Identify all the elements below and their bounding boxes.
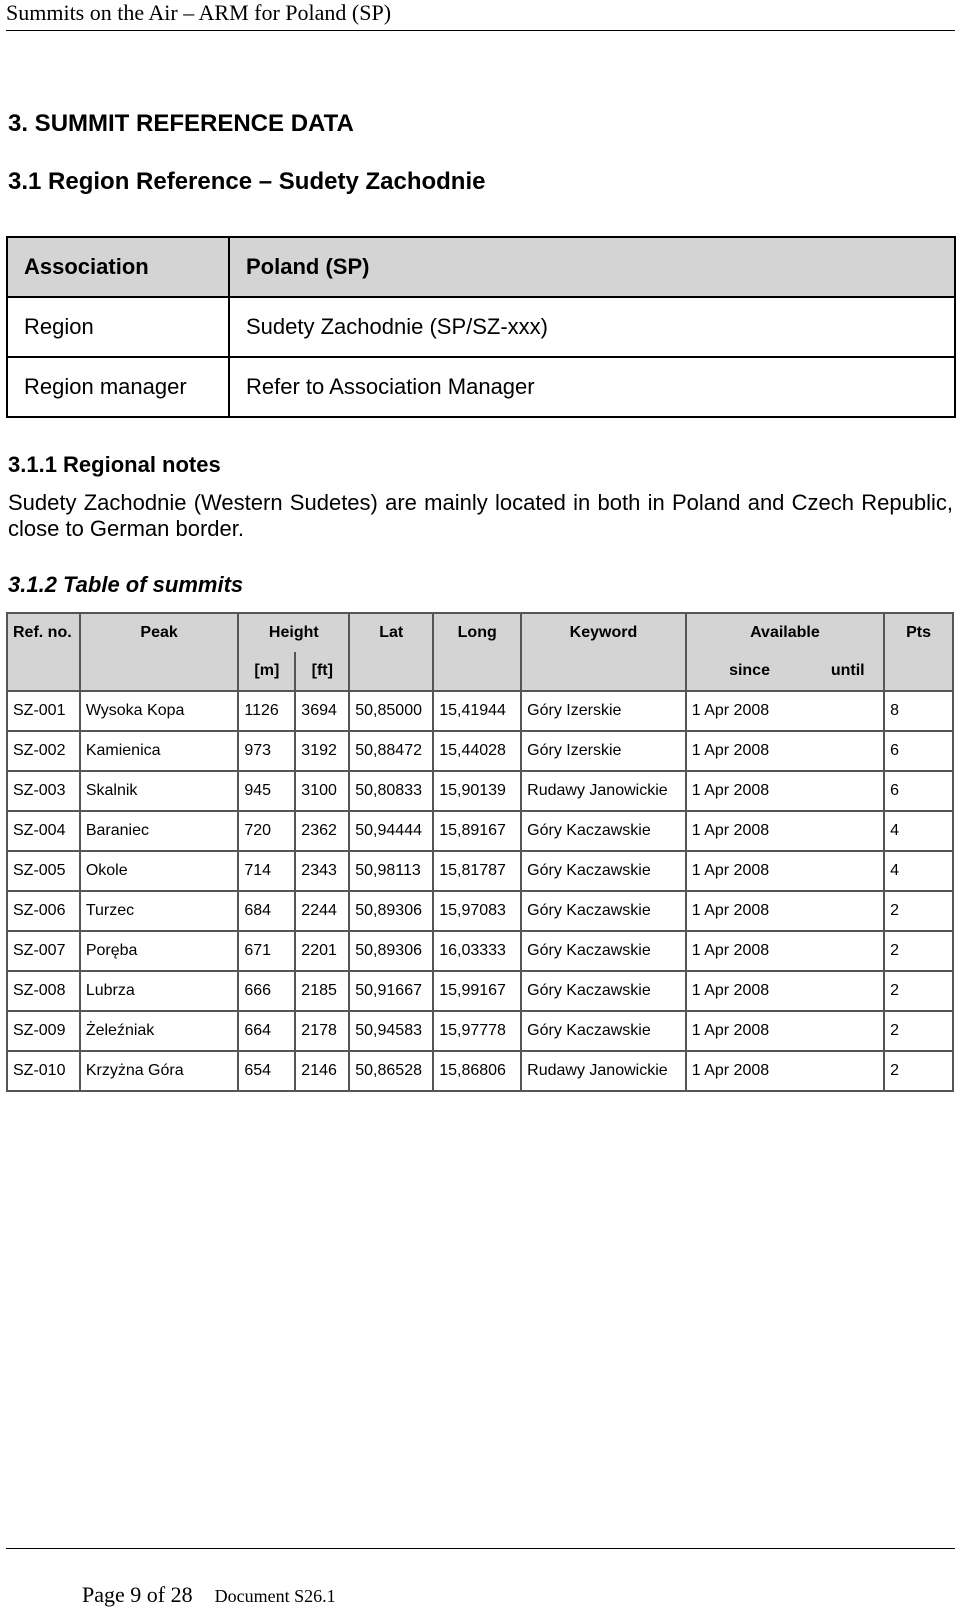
cell-ref: SZ-005 (7, 851, 80, 891)
cell-pts: 8 (884, 691, 953, 731)
col-header-pts: Pts (884, 613, 953, 652)
cell-height-ft: 2146 (295, 1051, 349, 1091)
cell-since: 1 Apr 2008 (686, 971, 813, 1011)
subheader-keyword-empty (521, 652, 686, 691)
summits-header-row (7, 613, 953, 652)
section-subtitle: 3.1 Region Reference – Sudety Zachodnie (8, 168, 486, 195)
cell-long: 15,99167 (433, 971, 521, 1011)
table-row (7, 731, 953, 771)
cell-lat: 50,89306 (349, 931, 433, 971)
table-row (7, 931, 953, 971)
page-footer (82, 1582, 336, 1608)
cell-pts: 2 (884, 1011, 953, 1051)
cell-height-ft: 3100 (295, 771, 349, 811)
cell-until (812, 1051, 884, 1091)
cell-keyword: Góry Izerskie (521, 731, 686, 771)
subheader-since: since (686, 652, 813, 691)
table-row (7, 1051, 953, 1091)
cell-pts: 2 (884, 971, 953, 1011)
col-header-available: Available (686, 613, 884, 652)
cell-peak: Lubrza (80, 971, 239, 1011)
cell-ref: SZ-001 (7, 691, 80, 731)
cell-pts: 6 (884, 771, 953, 811)
regional-notes-heading: 3.1.1 Regional notes (8, 452, 221, 477)
cell-long: 15,81787 (433, 851, 521, 891)
cell-height-ft: 3192 (295, 731, 349, 771)
region-manager-value: Refer to Association Manager (229, 357, 955, 417)
col-header-height: Height (238, 613, 349, 652)
cell-height-m: 714 (238, 851, 295, 891)
cell-until (812, 931, 884, 971)
subheader-until: until (812, 652, 884, 691)
cell-pts: 4 (884, 851, 953, 891)
cell-lat: 50,94583 (349, 1011, 433, 1051)
cell-since: 1 Apr 2008 (686, 731, 813, 771)
cell-peak: Turzec (80, 891, 239, 931)
region-label: Region (7, 297, 229, 357)
cell-ref: SZ-006 (7, 891, 80, 931)
table-row (7, 691, 953, 731)
regional-notes-text: Sudety Zachodnie (Western Sudetes) are mainly located in both in Poland and Czech Republic, close to German border. (8, 490, 953, 541)
cell-lat: 50,98113 (349, 851, 433, 891)
document-id: Document S26.1 (214, 1586, 336, 1606)
cell-keyword: Rudawy Janowickie (521, 771, 686, 811)
col-header-keyword: Keyword (521, 613, 686, 652)
cell-ref: SZ-007 (7, 931, 80, 971)
cell-pts: 6 (884, 731, 953, 771)
cell-keyword: Rudawy Janowickie (521, 1051, 686, 1091)
cell-since: 1 Apr 2008 (686, 811, 813, 851)
footer-divider (6, 1548, 955, 1549)
cell-long: 15,90139 (433, 771, 521, 811)
cell-ref: SZ-009 (7, 1011, 80, 1051)
subheader-m: [m] (238, 652, 295, 691)
info-table-row (7, 297, 955, 357)
table-row (7, 891, 953, 931)
col-header-lat: Lat (349, 613, 433, 652)
cell-lat: 50,86528 (349, 1051, 433, 1091)
cell-keyword: Góry Kaczawskie (521, 1011, 686, 1051)
cell-height-ft: 2244 (295, 891, 349, 931)
page-header (6, 0, 955, 31)
cell-height-m: 945 (238, 771, 295, 811)
association-value: Poland (SP) (229, 237, 955, 297)
col-header-ref: Ref. no. (7, 613, 80, 652)
cell-keyword: Góry Kaczawskie (521, 971, 686, 1011)
cell-until (812, 811, 884, 851)
header-title: Summits on the Air – ARM for Poland (SP) (6, 0, 392, 25)
cell-until (812, 1011, 884, 1051)
subheader-peak-empty (80, 652, 239, 691)
cell-pts: 2 (884, 1051, 953, 1091)
subheader-ft: [ft] (295, 652, 349, 691)
cell-until (812, 771, 884, 811)
cell-peak: Skalnik (80, 771, 239, 811)
cell-height-ft: 2178 (295, 1011, 349, 1051)
table-row (7, 971, 953, 1011)
cell-long: 16,03333 (433, 931, 521, 971)
col-header-peak: Peak (80, 613, 239, 652)
cell-lat: 50,80833 (349, 771, 433, 811)
cell-long: 15,41944 (433, 691, 521, 731)
subheader-lat-empty (349, 652, 433, 691)
cell-height-m: 973 (238, 731, 295, 771)
cell-height-m: 654 (238, 1051, 295, 1091)
cell-until (812, 691, 884, 731)
cell-peak: Baraniec (80, 811, 239, 851)
cell-long: 15,89167 (433, 811, 521, 851)
cell-long: 15,97778 (433, 1011, 521, 1051)
cell-since: 1 Apr 2008 (686, 851, 813, 891)
cell-keyword: Góry Izerskie (521, 691, 686, 731)
cell-ref: SZ-004 (7, 811, 80, 851)
cell-peak: Poręba (80, 931, 239, 971)
cell-lat: 50,89306 (349, 891, 433, 931)
cell-height-m: 664 (238, 1011, 295, 1051)
cell-height-m: 684 (238, 891, 295, 931)
info-table-header-row (7, 237, 955, 297)
table-row (7, 1011, 953, 1051)
cell-height-m: 720 (238, 811, 295, 851)
cell-keyword: Góry Kaczawskie (521, 891, 686, 931)
region-info-table (6, 236, 956, 418)
section-title: 3. SUMMIT REFERENCE DATA (8, 110, 354, 137)
cell-peak: Wysoka Kopa (80, 691, 239, 731)
cell-since: 1 Apr 2008 (686, 931, 813, 971)
cell-long: 15,86806 (433, 1051, 521, 1091)
cell-until (812, 891, 884, 931)
cell-ref: SZ-008 (7, 971, 80, 1011)
page-number: Page 9 of 28 (82, 1582, 193, 1607)
cell-peak: Kamienica (80, 731, 239, 771)
cell-height-ft: 2343 (295, 851, 349, 891)
cell-since: 1 Apr 2008 (686, 1051, 813, 1091)
cell-height-ft: 2362 (295, 811, 349, 851)
cell-ref: SZ-002 (7, 731, 80, 771)
association-label: Association (7, 237, 229, 297)
cell-lat: 50,88472 (349, 731, 433, 771)
cell-height-m: 1126 (238, 691, 295, 731)
cell-height-ft: 2201 (295, 931, 349, 971)
cell-keyword: Góry Kaczawskie (521, 851, 686, 891)
cell-long: 15,44028 (433, 731, 521, 771)
cell-keyword: Góry Kaczawskie (521, 931, 686, 971)
summits-table-heading: 3.1.2 Table of summits (8, 572, 244, 597)
subheader-pts-empty (884, 652, 953, 691)
cell-since: 1 Apr 2008 (686, 891, 813, 931)
cell-pts: 2 (884, 891, 953, 931)
cell-pts: 2 (884, 931, 953, 971)
cell-long: 15,97083 (433, 891, 521, 931)
cell-until (812, 731, 884, 771)
cell-until (812, 851, 884, 891)
subheader-long-empty (433, 652, 521, 691)
cell-ref: SZ-003 (7, 771, 80, 811)
table-row (7, 771, 953, 811)
region-value: Sudety Zachodnie (SP/SZ-xxx) (229, 297, 955, 357)
region-manager-label: Region manager (7, 357, 229, 417)
cell-peak: Żeleźniak (80, 1011, 239, 1051)
cell-since: 1 Apr 2008 (686, 1011, 813, 1051)
cell-lat: 50,85000 (349, 691, 433, 731)
info-table-row (7, 357, 955, 417)
cell-height-m: 671 (238, 931, 295, 971)
table-row (7, 811, 953, 851)
summits-table (6, 612, 954, 1092)
cell-height-ft: 2185 (295, 971, 349, 1011)
cell-lat: 50,91667 (349, 971, 433, 1011)
summits-subheader-row (7, 652, 953, 691)
subheader-ref-empty (7, 652, 80, 691)
cell-ref: SZ-010 (7, 1051, 80, 1091)
table-row (7, 851, 953, 891)
cell-height-m: 666 (238, 971, 295, 1011)
cell-until (812, 971, 884, 1011)
cell-pts: 4 (884, 811, 953, 851)
cell-peak: Okole (80, 851, 239, 891)
cell-height-ft: 3694 (295, 691, 349, 731)
cell-lat: 50,94444 (349, 811, 433, 851)
summits-table-body (7, 691, 953, 1091)
cell-peak: Krzyżna Góra (80, 1051, 239, 1091)
cell-since: 1 Apr 2008 (686, 771, 813, 811)
col-header-long: Long (433, 613, 521, 652)
cell-since: 1 Apr 2008 (686, 691, 813, 731)
cell-keyword: Góry Kaczawskie (521, 811, 686, 851)
